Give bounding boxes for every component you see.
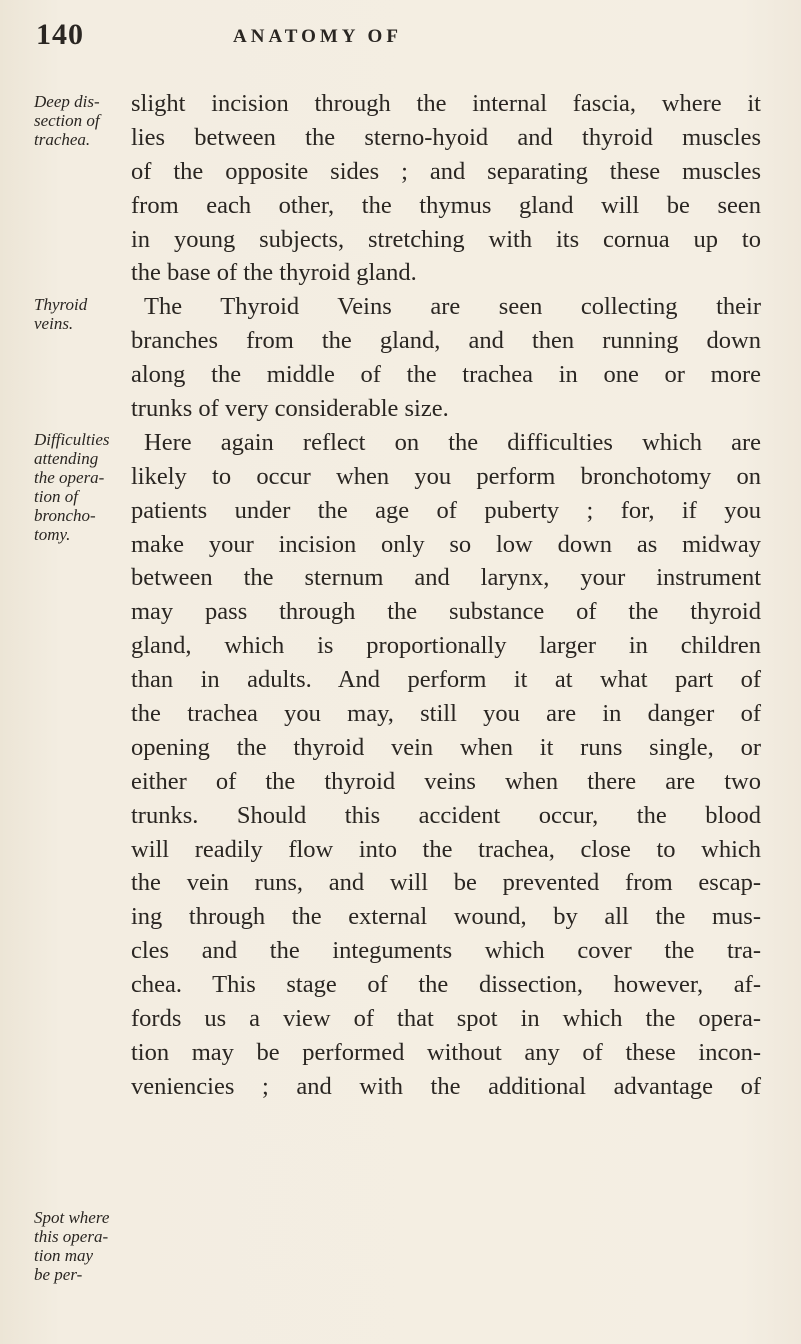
sidenote-line: this opera- <box>34 1227 109 1246</box>
sidenote-thyroid-veins <box>34 295 120 333</box>
body-text <box>131 87 761 1104</box>
sidenote-spot-where <box>34 1208 120 1284</box>
sidenote-line: attending <box>34 449 99 468</box>
text-line: of the opposite sides ; and separating these muscles <box>131 157 761 185</box>
text-line: will readily flow into the trachea, close to which <box>131 835 761 863</box>
sidenote-deep-dissection <box>34 92 120 149</box>
sidenote-line: tion of <box>34 487 78 506</box>
text-line: cles and the integuments which cover the tra- <box>131 937 761 965</box>
sidenote-line: section of <box>34 111 100 130</box>
page-number: 140 <box>36 18 84 51</box>
text-line: trunks. Should this accident occur, the blood <box>131 801 761 829</box>
text-line: opening the thyroid vein when it runs single, or <box>131 733 761 761</box>
text-line: may pass through the substance of the thyroid <box>131 598 761 626</box>
sidenote-line: tion may <box>34 1246 94 1265</box>
text-line: the vein runs, and will be prevented from escap- <box>131 869 761 897</box>
sidenote-difficulties <box>34 430 120 544</box>
sidenote-line: Spot where <box>34 1208 110 1227</box>
sidenote-line: Deep dis- <box>34 92 100 111</box>
text-line: the base of the thyroid gland. <box>131 259 417 287</box>
text-line: trunks of very considerable size. <box>131 395 449 423</box>
text-line: slight incision through the internal fascia, where it <box>131 90 761 117</box>
text-line: than in adults. And perform it at what part of <box>131 666 761 694</box>
sidenote-line: Difficulties <box>34 430 110 449</box>
sidenote-line: broncho- <box>34 506 96 525</box>
text-line: lies between the sterno-hyoid and thyroid muscles <box>131 123 761 151</box>
text-line: Here again reflect on the difficulties which are <box>144 428 761 456</box>
text-line: tion may be performed without any of these incon- <box>131 1038 761 1066</box>
text-line: fords us a view of that spot in which the opera- <box>131 1005 761 1033</box>
text-line: veniencies ; and with the additional advantage of <box>131 1072 761 1100</box>
sidenote-line: the opera- <box>34 468 105 487</box>
text-line: chea. This stage of the dissection, however, af- <box>131 971 761 999</box>
text-line: the trachea you may, still you are in danger of <box>131 700 761 728</box>
text-line: from each other, the thymus gland will be seen <box>131 191 761 219</box>
text-line: either of the thyroid veins when there are two <box>131 767 761 795</box>
text-line: gland, which is proportionally larger in children <box>131 632 761 660</box>
sidenote-line: trachea. <box>34 130 91 149</box>
text-line: The Thyroid Veins are seen collecting their <box>144 293 761 321</box>
running-head: ANATOMY OF <box>233 26 402 47</box>
text-line: ing through the external wound, by all the mus- <box>131 903 761 931</box>
text-line: branches from the gland, and then running down <box>131 327 761 355</box>
text-line: make your incision only so low down as midway <box>131 530 761 558</box>
sidenote-line: Thyroid <box>34 295 88 314</box>
sidenote-line: veins. <box>34 314 74 333</box>
text-line: between the sternum and larynx, your instrument <box>131 564 761 592</box>
text-line: patients under the age of puberty ; for, if you <box>131 496 761 524</box>
sidenote-line: be per- <box>34 1265 83 1284</box>
text-line: in young subjects, stretching with its cornua up to <box>131 225 761 253</box>
page-header <box>0 18 801 58</box>
text-line: along the middle of the trachea in one or more <box>131 361 761 389</box>
text-line: likely to occur when you perform bronchotomy on <box>131 462 761 490</box>
sidenote-line: tomy. <box>34 525 71 544</box>
